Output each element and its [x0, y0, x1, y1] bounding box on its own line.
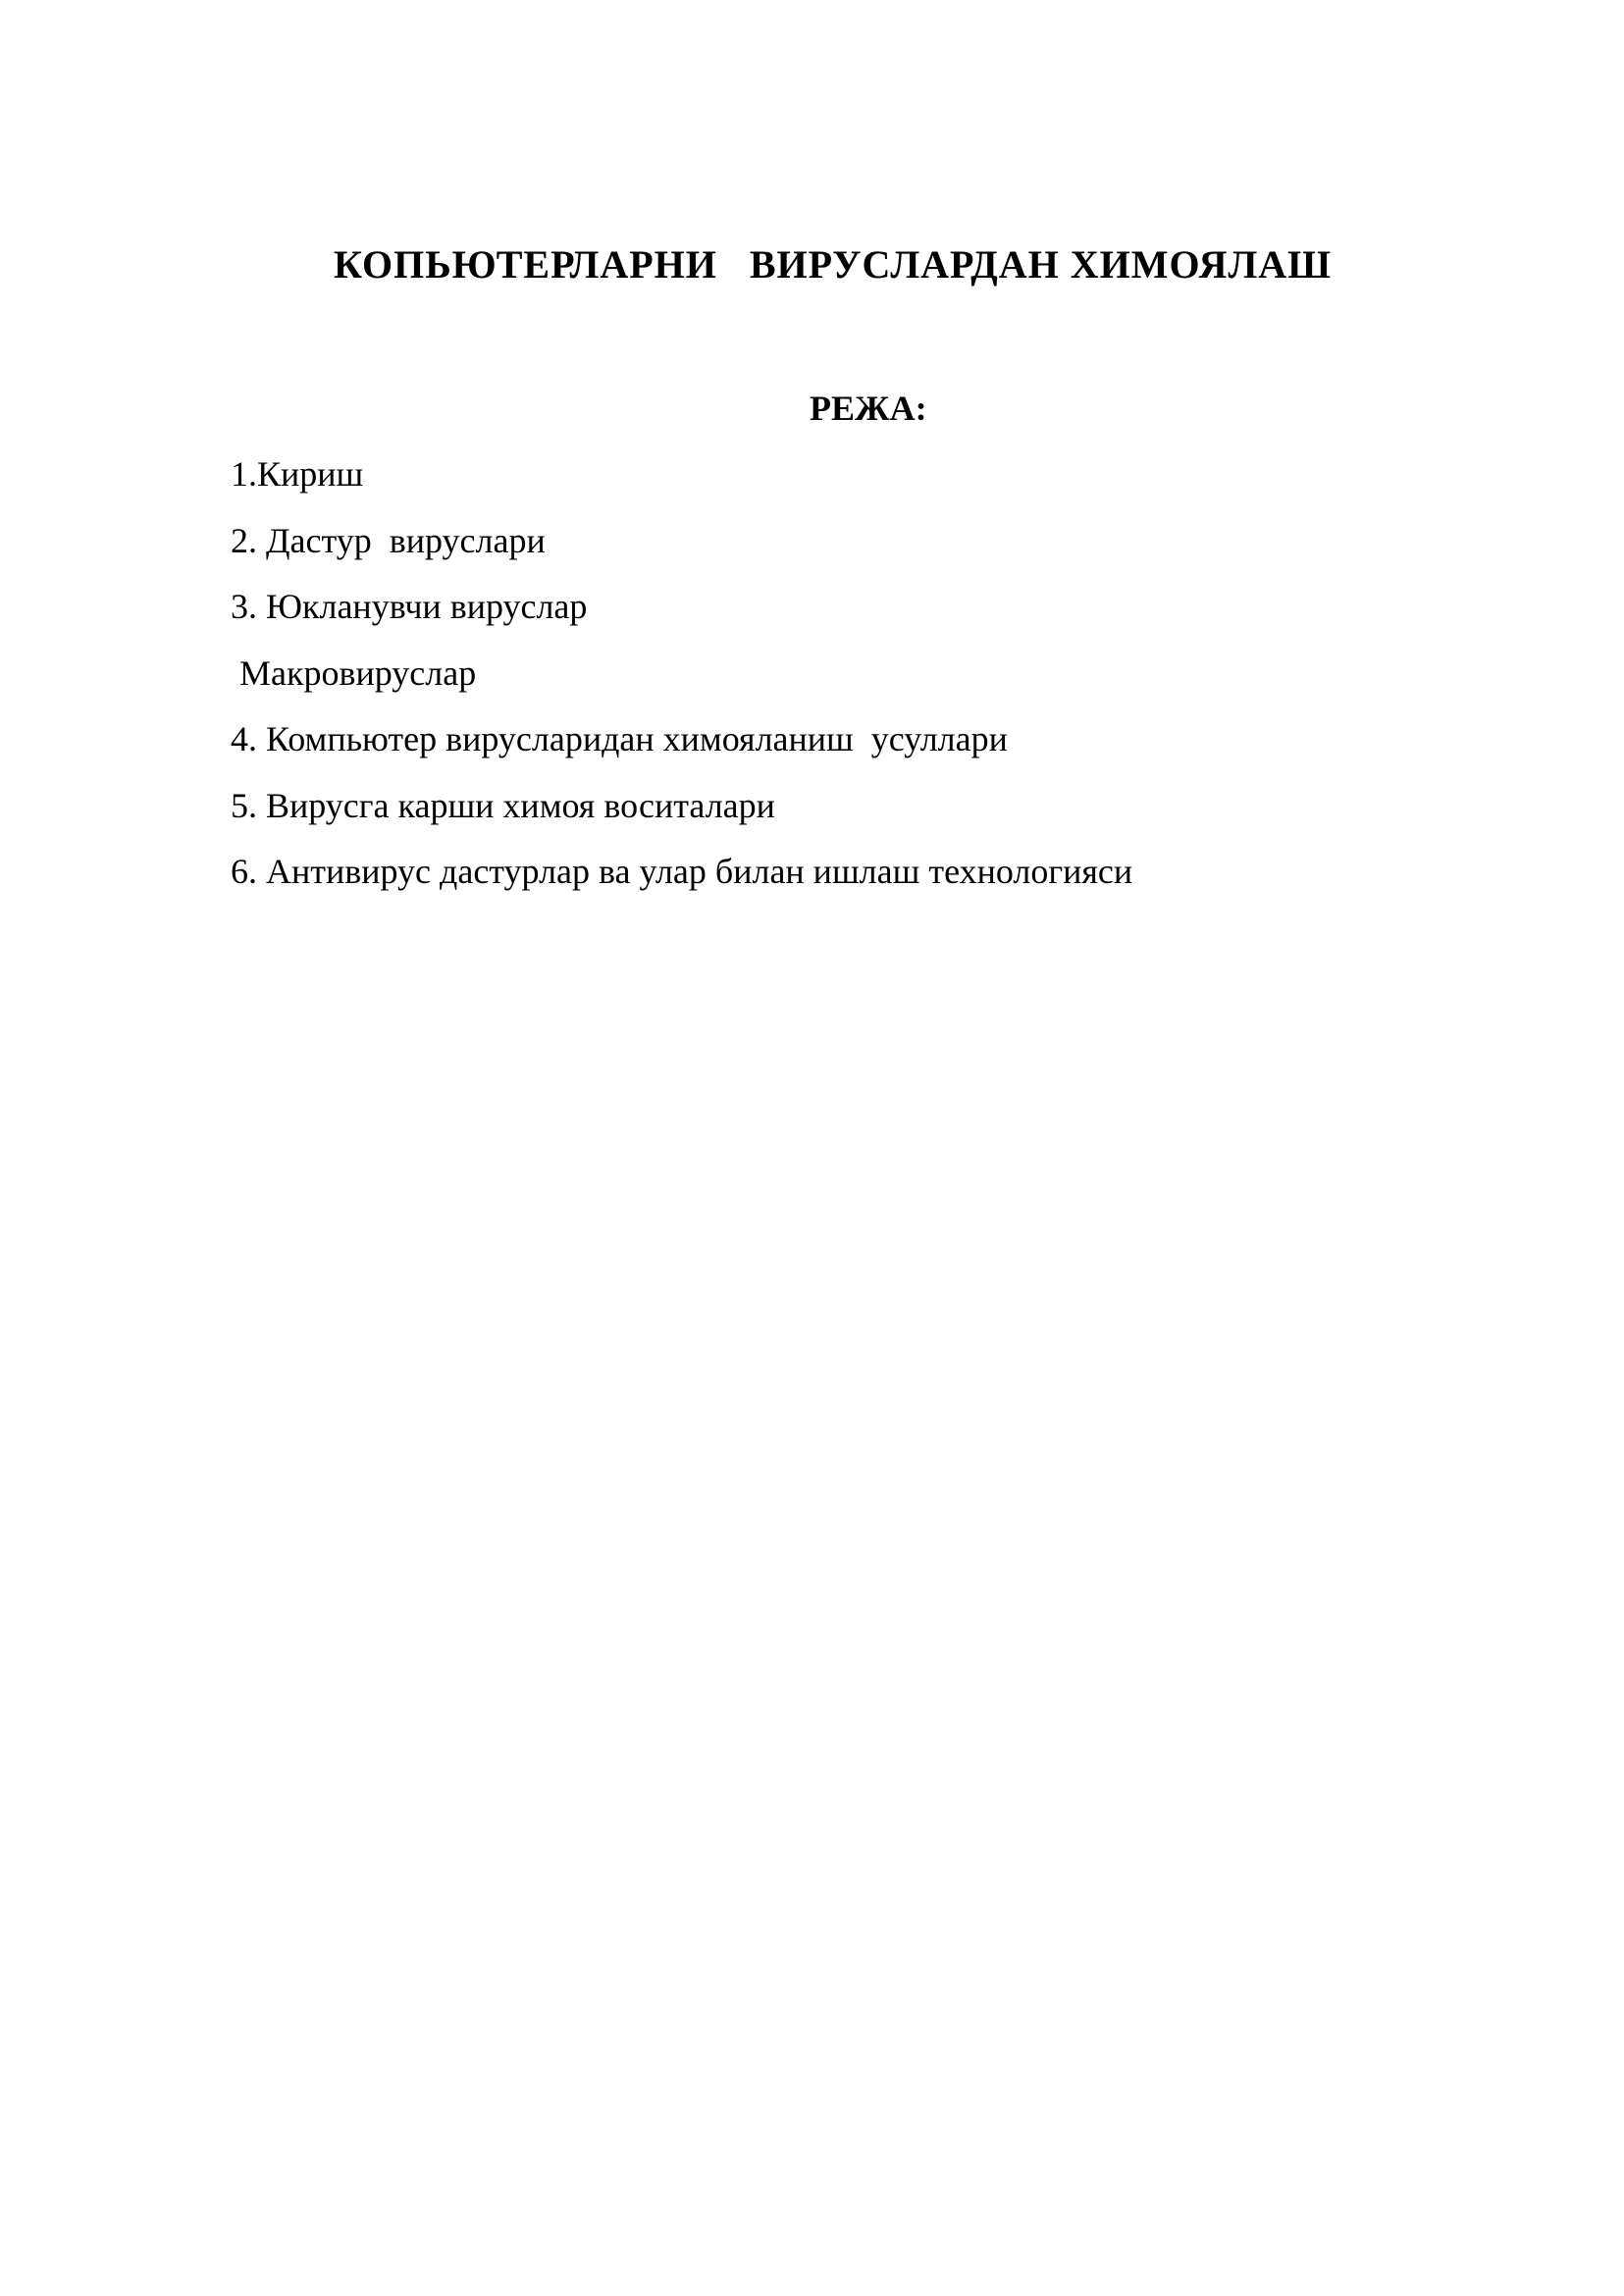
plan-item-intro: 1.Кириш	[231, 454, 364, 494]
plan-item-protection-methods: 4. Компьютер вирусларидан химояланиш усуллари	[231, 719, 1008, 758]
plan-heading: РЕЖА:	[810, 389, 927, 428]
plan-item-antivirus-programs: 6. Антивирус дастурлар ва улар билан ишлаш технологияси	[231, 852, 1133, 891]
plan-item-protection-tools: 5. Вирусга карши химоя воситалари	[231, 785, 775, 825]
plan-item-program-viruses: 2. Дастур вируслари	[231, 520, 546, 560]
plan-list	[231, 456, 1132, 920]
plan-item-macroviruses: Макровируслар	[231, 652, 477, 693]
plan-item-boot-viruses: 3. Юкланувчи вируслар	[231, 587, 588, 626]
document-title: КОПЬЮТЕРЛАРНИ ВИРУСЛАРДАН ХИМОЯЛАШ	[334, 242, 1333, 287]
